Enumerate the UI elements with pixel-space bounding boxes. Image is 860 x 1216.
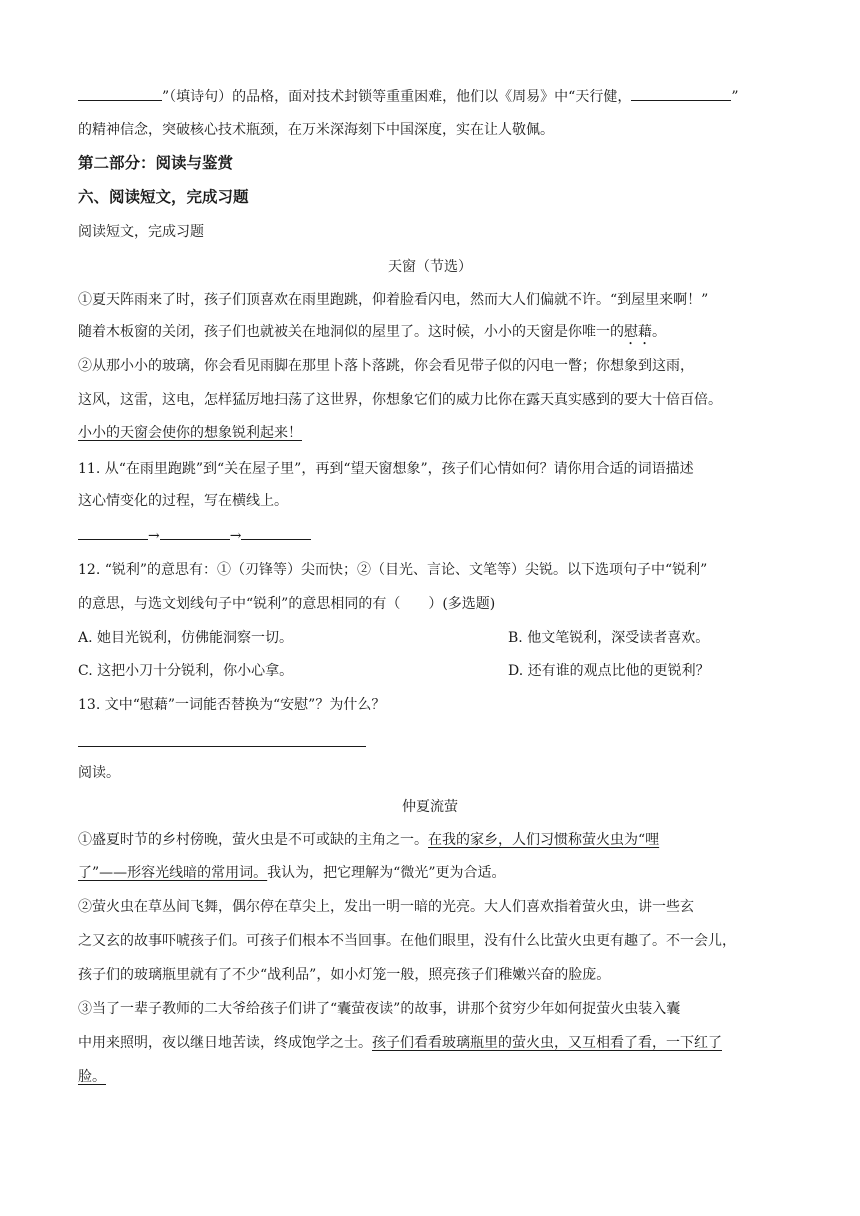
section-heading-part2: 第二部分：阅读与鉴赏 (78, 153, 234, 172)
question-13-line-1: 13. 文中“慰藉”一词能否替换为“安慰”？为什么？ (78, 697, 386, 713)
passage-title: 天窗（节选） (388, 259, 472, 275)
underlined-sentence: 孩子们看看玻璃瓶里的萤火虫，又互相看了看，一下红了 (372, 1035, 722, 1051)
answer-blank[interactable] (160, 525, 230, 540)
passage-text: 。 (652, 324, 666, 340)
passage-text: 随着木板窗的关闭，孩子们也就被关在地洞似的屋里了。这时候，小小的天窗是你唯一的 (78, 324, 624, 340)
passage-text: 我认为，把它理解为“微光”更为合适。 (267, 865, 506, 881)
underlined-sentence: 在我的家乡，人们习惯称萤火虫为“哩 (428, 832, 660, 848)
passage-paragraph-line (78, 830, 784, 850)
answer-blank[interactable] (241, 525, 311, 540)
passage-paragraph-line: ③当了一辈子教师的二大爷给孩子们讲了“囊萤夜读”的故事，讲那个贫穷少年如何捉萤火虫装入囊 (78, 1001, 681, 1017)
option-b[interactable]: B. 他文笔锐利，深受读者喜欢。 (508, 630, 710, 646)
option-row (78, 661, 784, 681)
emphasized-word: 慰藉 (624, 324, 652, 340)
passage-text: 中用来照明，夜以继日地苦读，终成饱学之士。 (78, 1035, 372, 1051)
underlined-sentence: 小小的天窗会使你的想象锐利起来！ (78, 425, 302, 441)
option-d[interactable]: D. 还有谁的观点比他的更锐利？ (508, 663, 710, 679)
fill-blank[interactable] (78, 86, 162, 101)
option-c[interactable]: C. 这把小刀十分锐利，你小心拿。 (78, 663, 294, 679)
fill-blank[interactable] (631, 86, 731, 101)
arrow-icon: → (229, 528, 242, 544)
intro-line-2: 的精神信念，突破核心技术瓶颈，在万米深海刻下中国深度，实在让人敬佩。 (78, 122, 554, 138)
passage-paragraph-line: ①夏天阵雨来了时，孩子们顶喜欢在雨里跑跳，仰着脸看闪电，然而大人们偏就不许。“到屋里来啊！” (78, 292, 709, 308)
passage-paragraph-line (78, 1033, 784, 1053)
passage-paragraph-line: 孩子们的玻璃瓶里就有了不少“战利品”，如小灯笼一般，照亮孩子们稚嫩兴奋的脸庞。 (78, 967, 611, 983)
passage-paragraph-line (78, 322, 784, 348)
passage-paragraph-line (78, 863, 784, 883)
passage-paragraph-line: 之又玄的故事吓唬孩子们。可孩子们根本不当回事。在他们眼里，没有什么比萤火虫更有趣了。不一会儿， (78, 933, 736, 949)
instruction-text: 阅读短文，完成习题 (78, 224, 204, 240)
intro-text-b: ” (731, 89, 739, 105)
instruction-text: 阅读。 (78, 765, 120, 781)
section-heading-six: 六、阅读短文，完成习题 (78, 187, 249, 206)
intro-text-a: ”（填诗句）的品格，面对技术封锁等重重困难，他们以《周易》中“天行健， (162, 89, 632, 105)
passage-paragraph-line: ②萤火虫在草丛间飞舞，偶尔停在草尖上，发出一明一暗的光亮。大人们喜欢指着萤火虫，讲一些玄 (78, 899, 694, 915)
passage-paragraph-line: 这风，这雷，这电，怎样猛厉地扫荡了这世界，你想象它们的威力比你在露天真实感到的要大十倍百倍。 (78, 392, 722, 408)
passage-text: ①盛夏时节的乡村傍晚，萤火虫是不可或缺的主角之一。 (78, 832, 428, 848)
option-a[interactable]: A. 她目光锐利，仿佛能洞察一切。 (78, 630, 294, 646)
question-11-line-2: 这心情变化的过程，写在横线上。 (78, 493, 288, 509)
question-11-answer (78, 525, 784, 546)
option-row (78, 628, 784, 648)
underlined-sentence: 脸。 (78, 1069, 106, 1085)
passage-paragraph-line: ②从那小小的玻璃，你会看见雨脚在那里卜落卜落跳，你会看见带子似的闪电一瞥；你想象到这雨， (78, 358, 694, 374)
passage-title: 仲夏流萤 (402, 799, 458, 815)
intro-line-1 (78, 86, 784, 107)
arrow-icon: → (148, 528, 160, 544)
answer-blank[interactable] (78, 525, 148, 540)
underlined-sentence: 了”——形容光线暗的常用词。 (78, 865, 268, 881)
question-12-line-1: 12. “锐利”的意思有：①（刃锋等）尖而快；②（目光、言论、文笔等）尖锐。以下选项句子中“锐利” (78, 562, 708, 578)
question-12-line-2: 的意思，与选文划线句子中“锐利”的意思相同的有（ ）(多选题) (78, 596, 496, 612)
answer-line[interactable] (78, 746, 366, 747)
question-11-line-1: 11. 从“在雨里跑跳”到“关在屋子里”，再到“望天窗想象”，孩子们心情如何？请你用合适的词语描述 (78, 461, 694, 477)
